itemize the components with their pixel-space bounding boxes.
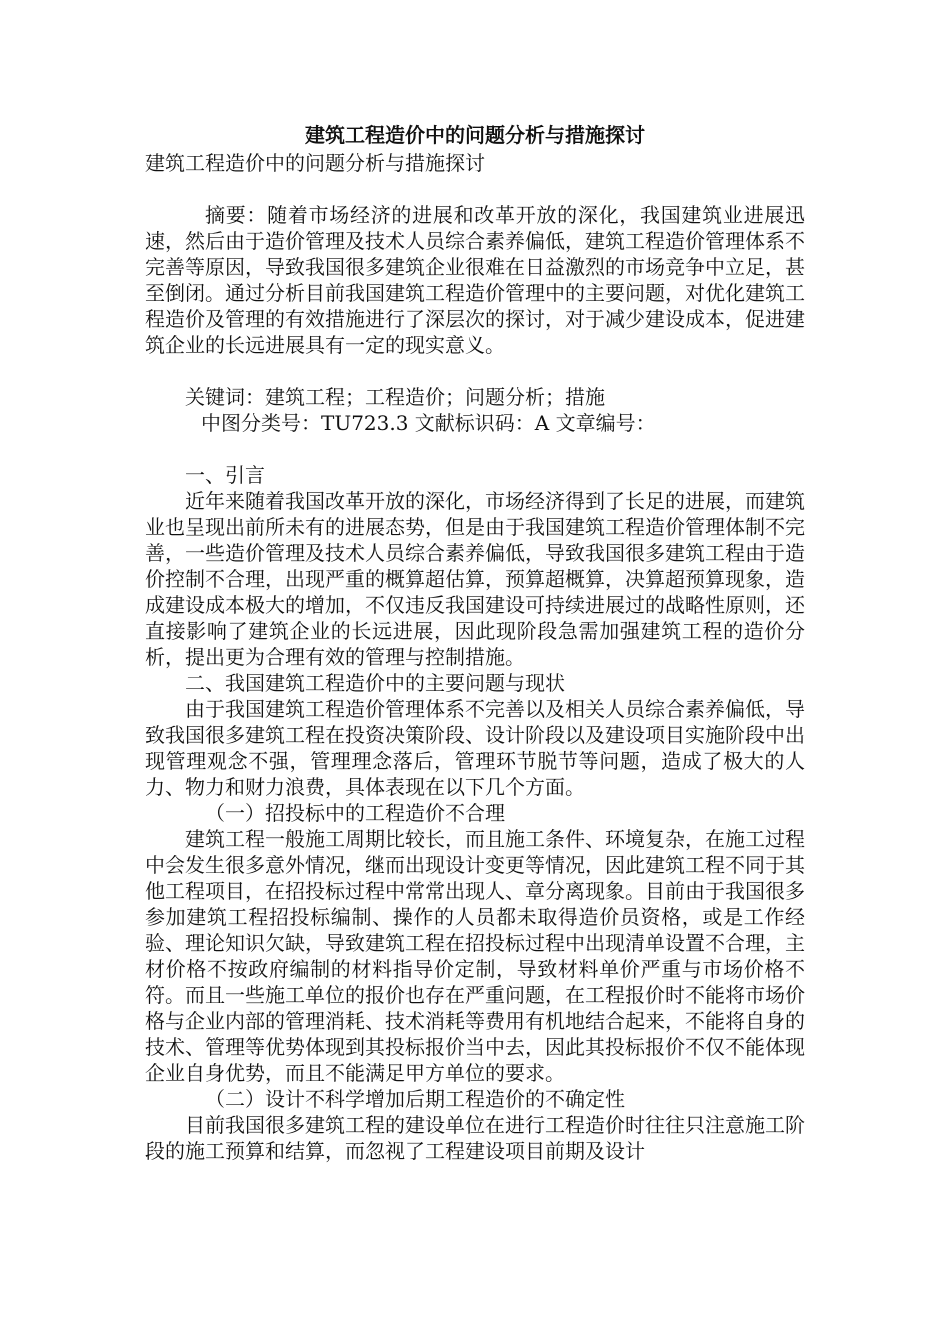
design-paragraph: 目前我国很多建筑工程的建设单位在进行工程造价时往往只注意施工阶段的施工预算和结算，而忽视了工程建设项目前期及设计 — [145, 1113, 805, 1163]
document-body — [145, 150, 805, 1164]
blank-line — [145, 358, 805, 384]
document-title: 建筑工程造价中的问题分析与措施探讨 — [305, 123, 645, 147]
subsection-heading-design: （二）设计不科学增加后期工程造价的不确定性 — [205, 1087, 625, 1111]
section-heading-introduction: 一、引言 — [185, 463, 265, 487]
introduction-paragraph: 近年来随着我国改革开放的深化，市场经济得到了长足的进展，而建筑业也呈现出前所未有的进展态势，但是由于我国建筑工程造价管理体制不完善，一些造价管理及技术人员综合素养偏低，导致我国很多建筑工程由于造价控制不合理，出现严重的概算超估算，预算超概算，决算超预算现象，造成建设成本极大的增加，不仅违反我国建设可持续进展过的战略性原则，还直接影响了建筑企业的长远进展，因此现阶段急需加强建筑工程的造价分析，提出更为合理有效的管理与控制措施。 — [145, 489, 805, 669]
blank-line — [145, 436, 805, 462]
document-subtitle: 建筑工程造价中的问题分析与措施探讨 — [145, 151, 485, 175]
section-heading-main-problems: 二、我国建筑工程造价中的主要问题与现状 — [185, 671, 565, 695]
abstract-paragraph: 摘要：随着市场经济的进展和改革开放的深化，我国建筑业进展迅速，然后由于造价管理及技术人员综合素养偏低，建筑工程造价管理体系不完善等原因，导致我国很多建筑企业很难在日益激烈的市场竞争中立足，甚至倒闭。通过分析目前我国建筑工程造价管理中的主要问题，对优化建筑工程造价及管理的有效措施进行了深层次的探讨，对于减少建设成本，促进建筑企业的长远进展具有一定的现实意义。 — [145, 203, 805, 357]
keywords-line: 关键词：建筑工程；工程造价；问题分析；措施 — [185, 385, 605, 409]
classification-line: 中图分类号：TU723.3 文献标识码：A 文章编号： — [201, 411, 656, 435]
main-problems-paragraph: 由于我国建筑工程造价管理体系不完善以及相关人员综合素养偏低，导致我国很多建筑工程在投资决策阶段、设计阶段以及建设项目实施阶段中出现管理观念不强，管理理念落后，管理环节脱节等问题，造成了极大的人力、物力和财力浪费，具体表现在以下几个方面。 — [145, 697, 805, 799]
blank-line — [145, 176, 805, 202]
bidding-paragraph: 建筑工程一般施工周期比较长，而且施工条件、环境复杂，在施工过程中会发生很多意外情况，继而出现设计变更等情况，因此建筑工程不同于其他工程项目，在招投标过程中常常出现人、章分离现象。目前由于我国很多参加建筑工程招投标编制、操作的人员都未取得造价员资格，或是工作经验、理论知识欠缺，导致建筑工程在招投标过程中出现清单设置不合理，主材价格不按政府编制的材料指导价定制，导致材料单价严重与市场价格不符。而且一些施工单位的报价也存在严重问题，在工程报价时不能将市场价格与企业内部的管理消耗、技术消耗等费用有机地结合起来，不能将自身的技术、管理等优势体现到其投标报价当中去，因此其投标报价不仅不能体现企业自身优势，而且不能满足甲方单位的要求。 — [145, 827, 805, 1085]
subsection-heading-bidding: （一）招投标中的工程造价不合理 — [205, 801, 505, 825]
